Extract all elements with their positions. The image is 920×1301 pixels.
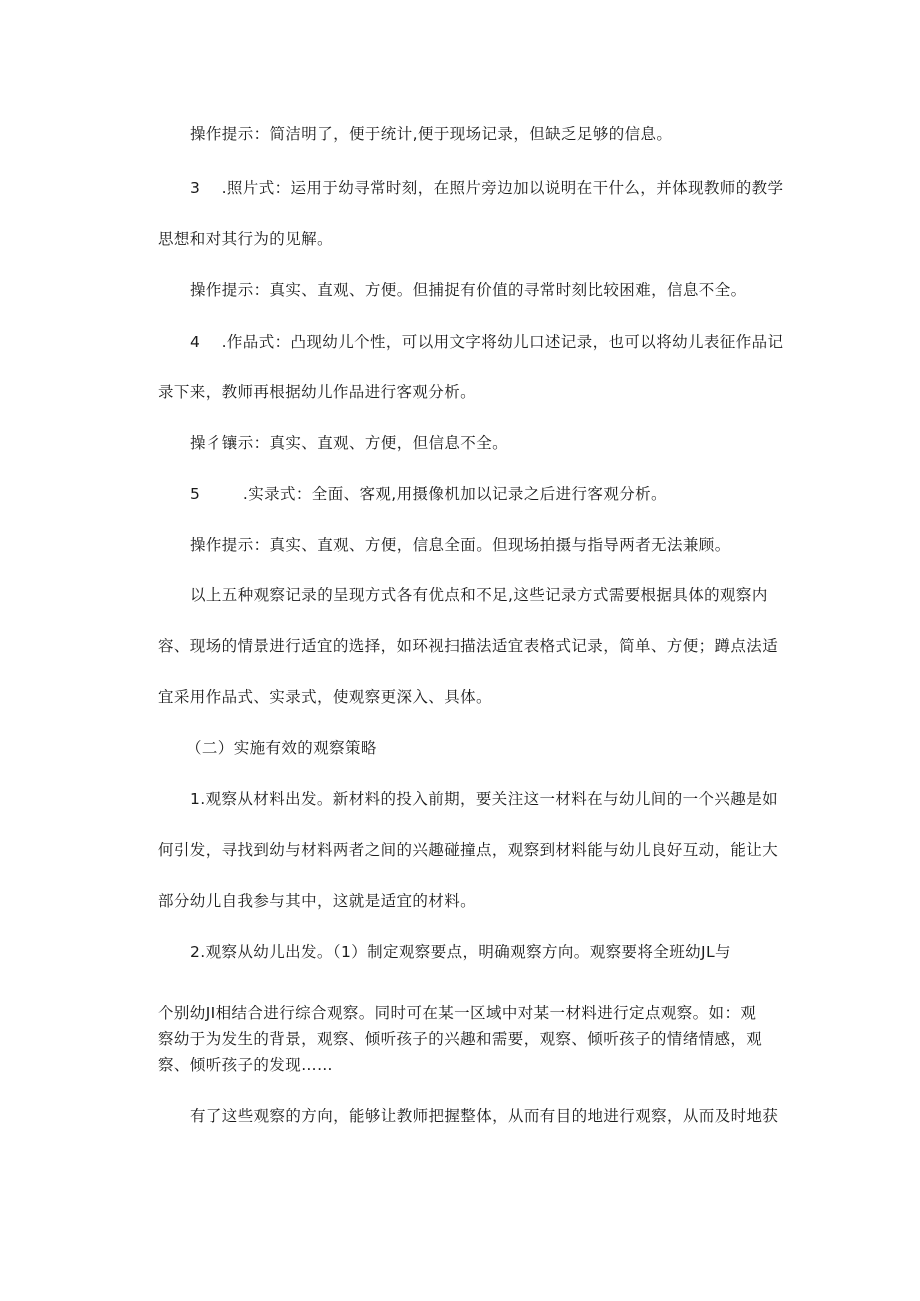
paragraph-tip-work-format: 操彳镶示：真实、直观、方便，但信息不全。 — [190, 434, 509, 452]
paragraph-summary-line2: 容、现场的情景进行适宜的选择，如环视扫描法适宜表格式记录，简单、方便；蹲点法适 — [158, 637, 779, 655]
paragraph-child-line1: 2.观察从幼儿出发。（1）制定观察要点，明确观察方向。观察要将全班幼JL与 — [190, 943, 731, 961]
paragraph-material-line3: 部分幼儿自我参与其中，这就是适宜的材料。 — [158, 892, 477, 910]
section-heading-strategy: （二）实施有效的观察策略 — [186, 739, 377, 757]
paragraph-summary-line1: 以上五种观察记录的呈现方式各有优点和不足,这些记录方式需要根据具体的观察内 — [190, 586, 768, 604]
paragraph-tip-table-format: 操作提示：简洁明了，便于统计,便于现场记录，但缺乏足够的信息。 — [190, 125, 673, 143]
paragraph-child-line3: 察幼于为发生的背景，观察、倾听孩子的兴趣和需要，观察、倾听孩子的情绪情感，观 — [158, 1030, 763, 1048]
paragraph-work-format-line1: 4 .作品式：凸现幼儿个性，可以用文字将幼儿口述记录，也可以将幼儿表征作品记 — [190, 333, 784, 351]
paragraph-photo-format-line1: 3 .照片式：运用于幼寻常时刻，在照片旁边加以说明在干什么，并体现教师的教学 — [190, 179, 784, 197]
paragraph-summary-line3: 宜采用作品式、实录式，使观察更深入、具体。 — [158, 688, 492, 706]
paragraph-child-line4: 察、倾听孩子的发现…… — [158, 1056, 333, 1074]
paragraph-child-line2: 个别幼JI相结合进行综合观察。同时可在某一区域中对某一材料进行定点观察。如：观 — [158, 1004, 757, 1022]
paragraph-material-line1: 1.观察从材料出发。新材料的投入前期，要关注这一材料在与幼儿间的一个兴趣是如 — [190, 790, 778, 808]
paragraph-material-line2: 何引发，寻找到幼与材料两者之间的兴趣碰撞点，观察到材料能与幼儿良好互动，能让大 — [158, 841, 779, 859]
paragraph-record-format: 5 .实录式：全面、客观,用摄像机加以记录之后进行客观分析。 — [190, 485, 667, 503]
paragraph-tip-photo-format: 操作提示：真实、直观、方便。但捕捉有价值的寻常时刻比较困难，信息不全。 — [190, 281, 747, 299]
paragraph-direction: 有了这些观察的方向，能够让教师把握整体，从而有目的地进行观察，从而及时地获 — [190, 1107, 779, 1125]
paragraph-photo-format-line2: 思想和对其行为的见解。 — [158, 230, 333, 248]
paragraph-tip-record-format: 操作提示：真实、直观、方便，信息全面。但现场拍摄与指导两者无法兼顾。 — [190, 536, 731, 554]
paragraph-work-format-line2: 录下来，教师再根据幼儿作品进行客观分析。 — [158, 383, 477, 401]
